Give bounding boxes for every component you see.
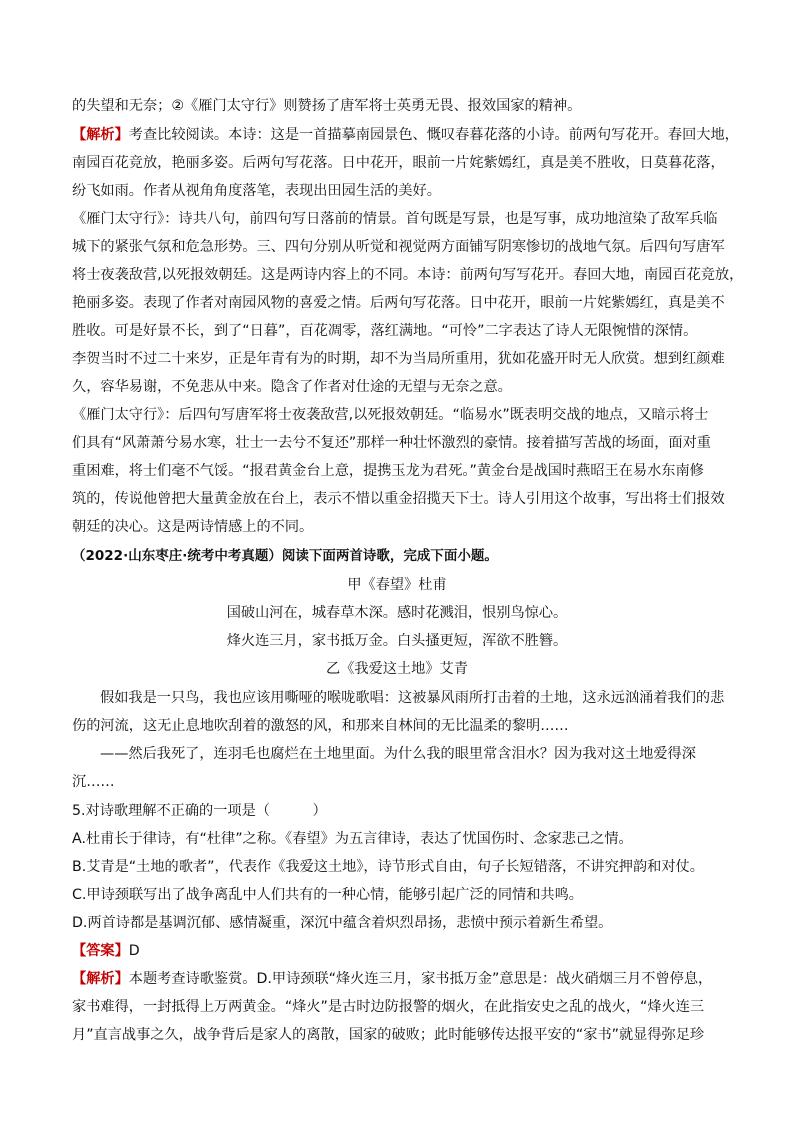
answer-value: D xyxy=(128,943,140,959)
question-stem: 5.对诗歌理解不正确的一项是（ ） xyxy=(72,803,327,819)
option-b: B.艾青是“土地的歌者”，代表作《我爱这土地》，诗节形式自由，句子长短错落，不讲究押韵和对仗。 xyxy=(72,859,704,875)
text-line: 胜收。可是好景不长，到了“日暮”，百花凋零，落红满地。“可怜”二字表达了诗人无限惋惜的深情。 xyxy=(72,323,698,339)
text-line: 南园百花竞放，艳丽多姿。后两句写花落。日中花开，眼前一片姹紫嫣红，真是美不胜收，日莫暮花落， xyxy=(72,155,725,171)
text-line: 城下的紧张气氛和危急形势。三、四句分别从听觉和视觉两方面铺写阴寒惨切的战地气氛。后四句写唐军 xyxy=(72,239,725,255)
option-a: A.杜甫长于律诗，有“杜律”之称。《春望》为五言律诗，表达了忧国伤时、念家悲己之情。 xyxy=(72,831,633,847)
poem-b-text: 伤的河流，这无止息地吹刮着的激怒的风，和那来自林间的无比温柔的黎明…… xyxy=(72,718,569,734)
text-line: 筑的，传说他曾把大量黄金放在台上，表示不惜以重金招揽天下士。诗人引用这个故事，写出将士们报效 xyxy=(72,491,725,507)
poem-a-title: 甲《春望》杜甫 xyxy=(347,577,447,593)
text-line: 月”直言战事之久，战争背后是家人的离散，国家的破败；此时能够传达报平安的“家书”就显得弥足珍 xyxy=(72,1027,705,1043)
analysis-tag: 【解析】 xyxy=(72,971,129,987)
answer-tag: 【答案】 xyxy=(72,943,129,959)
text-line: 朝廷的决心。这是两诗情感上的不同。 xyxy=(72,519,314,535)
poem-b-text: 假如我是一只鸟，我也应该用嘶哑的喉咙歌唱：这被暴风雨所打击着的土地，这永远汹涌着我们的悲 xyxy=(100,690,725,706)
poem-a-line: 烽火连三月，家书抵万金。白头搔更短，浑欲不胜簪。 xyxy=(226,633,568,649)
text-line: 久，容华易谢，不免悲从中来。隐含了作者对仕途的无望与无奈之意。 xyxy=(72,379,512,395)
text-line: 将士夜袭敌营,以死报效朝廷。这是两诗内容上的不同。本诗：前两句写写花开。春回大地，南园百花竞放， xyxy=(72,267,744,283)
text-line: 《雁门太守行》：后四句写唐军将士夜袭敌营,以死报效朝廷。“临易水”既表明交战的地点，又暗示将士 xyxy=(72,407,709,423)
text-line: 艳丽多姿。表现了作者对南园风物的喜爱之情。后两句写花落。日中花开，眼前一片姹紫嫣红，真是美不 xyxy=(72,295,725,311)
text-line: 重困难，将士们毫不气馁。“报君黄金台上意，提携玉龙为君死。”黄金台是战国时燕昭王在易水东南修 xyxy=(72,463,704,479)
poem-b-title: 乙《我爱这土地》艾青 xyxy=(326,661,468,677)
text-line: 【解析】考查比较阅读。本诗：这是一首描摹南园景色、慨叹春暮花落的小诗。前两句写花开。春回大地， xyxy=(72,127,739,143)
text-line: 家书难得，一封抵得上万两黄金。“烽火”是古时边防报警的烟火，在此指安史之乱的战火，“烽火连三 xyxy=(72,999,705,1015)
analysis-line: 【解析】本题考查诗歌鉴赏。D.甲诗颈联“烽火连三月，家书抵万金”意思是：战火硝烟三月不曾停息， xyxy=(72,971,713,987)
analysis-tag: 【解析】 xyxy=(72,127,129,143)
text-line: 《雁门太守行》：诗共八句，前四句写日落前的情景。首句既是写景，也是写事，成功地渲染了敌军兵临 xyxy=(72,211,718,227)
option-d: D.两首诗都是基调沉郁、感情凝重，深沉中蕴含着炽烈昂扬，悲愤中预示着新生希望。 xyxy=(72,915,613,931)
poem-a-line: 国破山河在，城春草木深。感时花溅泪，恨别鸟惊心。 xyxy=(226,605,568,621)
answer-line xyxy=(72,941,732,961)
text-line: 纷飞如雨。作者从视角角度落笔，表现出田园生活的美好。 xyxy=(72,183,441,199)
text-line: 李贺当时不过二十来岁，正是年青有为的时期，却不为当局所重用，犹如花盛开时无人欣赏。想到红颜难 xyxy=(72,351,725,367)
text-line: 的失望和无奈；②《雁门太守行》则赞扬了唐军将士英勇无畏、报效国家的精神。 xyxy=(72,98,582,114)
poem-b-text: 沉…… xyxy=(72,774,115,790)
poem-b-text: ——然后我死了，连羽毛也腐烂在土地里面。为什么我的眼里常含泪水？因为我对这土地爱得深 xyxy=(100,746,696,762)
option-c: C.甲诗颈联写出了战争离乱中人们共有的一种心情，能够引起广泛的同情和共鸣。 xyxy=(72,887,583,903)
text-line: 们具有“风萧萧兮易水寒，壮士一去兮不复还”那样一种壮怀激烈的豪情。接着描写苦战的场面，面对重 xyxy=(72,435,711,451)
question-source-heading: （2022·山东枣庄·统考中考真题）阅读下面两首诗歌，完成下面小题。 xyxy=(72,548,498,564)
